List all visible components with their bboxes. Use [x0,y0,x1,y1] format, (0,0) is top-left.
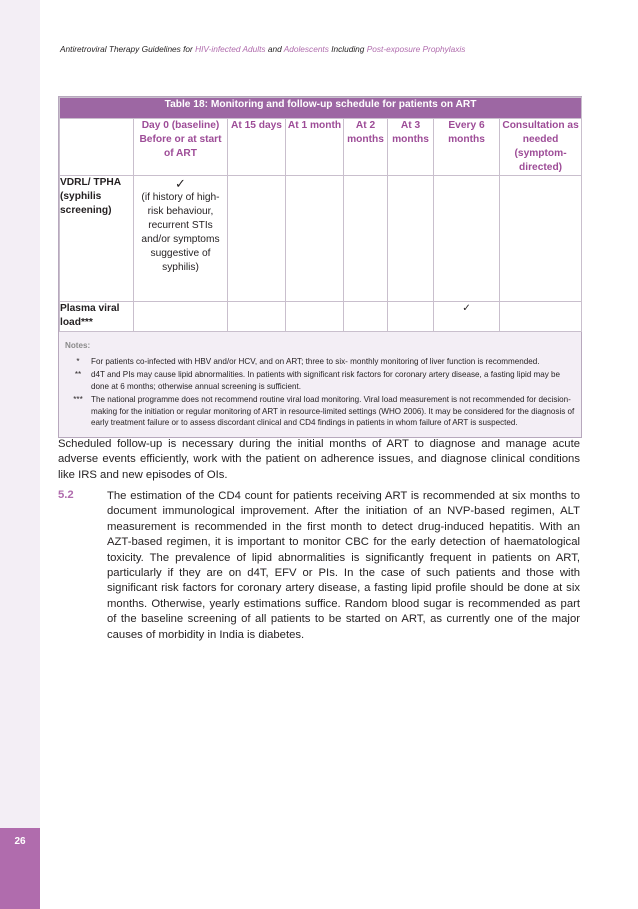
checkmark-icon: ✓ [434,302,500,332]
checkmark-icon: ✓ [175,176,186,191]
cell-vdrl-15-days [228,176,286,302]
header-text-2: and [265,44,284,54]
table-notes [59,332,581,437]
column-header-3-months: At 3 months [388,119,434,176]
notes-title: Notes: [65,341,91,350]
header-text-1: Antiretroviral Therapy Guidelines for [60,44,196,54]
cell-viral-consultation [500,302,582,332]
column-header-every-6-months: Every 6 months [434,119,500,176]
cell-viral-day0 [134,302,228,332]
page-number: 26 [14,836,26,847]
note-item [65,394,575,429]
cell-viral-15-days [228,302,286,332]
cell-viral-3-months [388,302,434,332]
column-header-day0: Day 0 (baseline) Before or at start of ART [134,119,228,176]
column-header-consultation: Consultation as needed (symptom-directed) [500,119,582,176]
cell-vdrl-1-month [286,176,344,302]
row-label-vdrl: VDRL/ TPHA (syphilis screening) [60,176,134,302]
header-text-3: Including [328,44,367,54]
column-header-15-days: At 15 days [228,119,286,176]
note-item [65,369,575,392]
table-row [60,302,582,332]
cell-vdrl-consultation [500,176,582,302]
table-title: Table 18: Monitoring and follow-up schedule for patients on ART [60,98,582,119]
table-header-row [60,119,582,176]
header-highlight-3: Post-exposure Prophylaxis [366,44,466,54]
monitoring-table [59,97,582,332]
monitoring-table-box [58,96,582,438]
cell-vdrl-3-months [388,176,434,302]
note-text: d4T and PIs may cause lipid abnormalities. In patients with significant risk factors for coronary artery disease, a fasting lipid may be done at 6 months; otherwise annual screening is sufficient. [91,370,561,391]
cell-vdrl-6-months [434,176,500,302]
note-marker: *** [73,395,83,404]
cell-vdrl-2-months [344,176,388,302]
body-paragraph: Scheduled follow-up is necessary during the initial months of ART to diagnose and manage acute adverse events efficiently, work with the patient on adherence issues, and diagnose clinical conditions like IRS and new episodes of OIs. [58,438,580,481]
table-row [60,176,582,302]
note-marker: ** [74,370,82,379]
note-item [65,356,575,368]
section-number: 5.2 [58,489,74,501]
column-header-1-month: At 1 month [286,119,344,176]
header-highlight-2: Adolescents [283,44,329,54]
row-label-viral-load: Plasma viral load*** [60,302,134,332]
left-margin-band [0,0,40,909]
cell-note-vdrl: (if history of high-risk behaviour, recurrent STIs and/or symptoms suggestive of syphilis) [141,192,220,273]
header-highlight-1: HIV-infected Adults [195,44,266,54]
note-text: The national programme does not recommend routine viral load monitoring. Viral load measurement is not recommended for decision-making for the initiation or regular monitoring of ART in resource-limited settings (WHO 2006). It may be considered for the diagnosis of early treatment failure or to assess discordant clinical and CD4 findings in patients in whom failure of ART is suspected. [91,395,575,427]
cell-viral-1-month [286,302,344,332]
cell-vdrl-day0 [134,176,228,302]
note-text: For patients co-infected with HBV and/or HCV, and on ART; three to six- monthly monitoring of liver function is recommended. [91,356,540,366]
column-header-2-months: At 2 months [344,119,388,176]
column-header-empty [60,119,134,176]
note-marker: * [76,356,80,366]
section-paragraph: The estimation of the CD4 count for patients receiving ART is recommended at six months to document immunological improvement. After the initiation of an NVP-based regimen, ALT measurement is recommended in the first month to detect drug-induced hepatitis. With an AZT-based regimen, it is important to monitor CBC for the early detection of haematological toxicity. The prevalence of lipid abnormalities is significantly frequent in patients on ART, particularly if they are on d4T, EFV or PIs. In the case of such patients and those with significant risk factors for coronary artery disease, a fasting lipid profile should be done at six months. Otherwise, yearly estimations suffice. Random blood sugar is recommended as part of the baseline screening of all patients to be started on ART, as currently one of the major causes of morbidity in India is diabetes. [107,490,580,641]
cell-viral-2-months [344,302,388,332]
running-header [60,44,465,54]
